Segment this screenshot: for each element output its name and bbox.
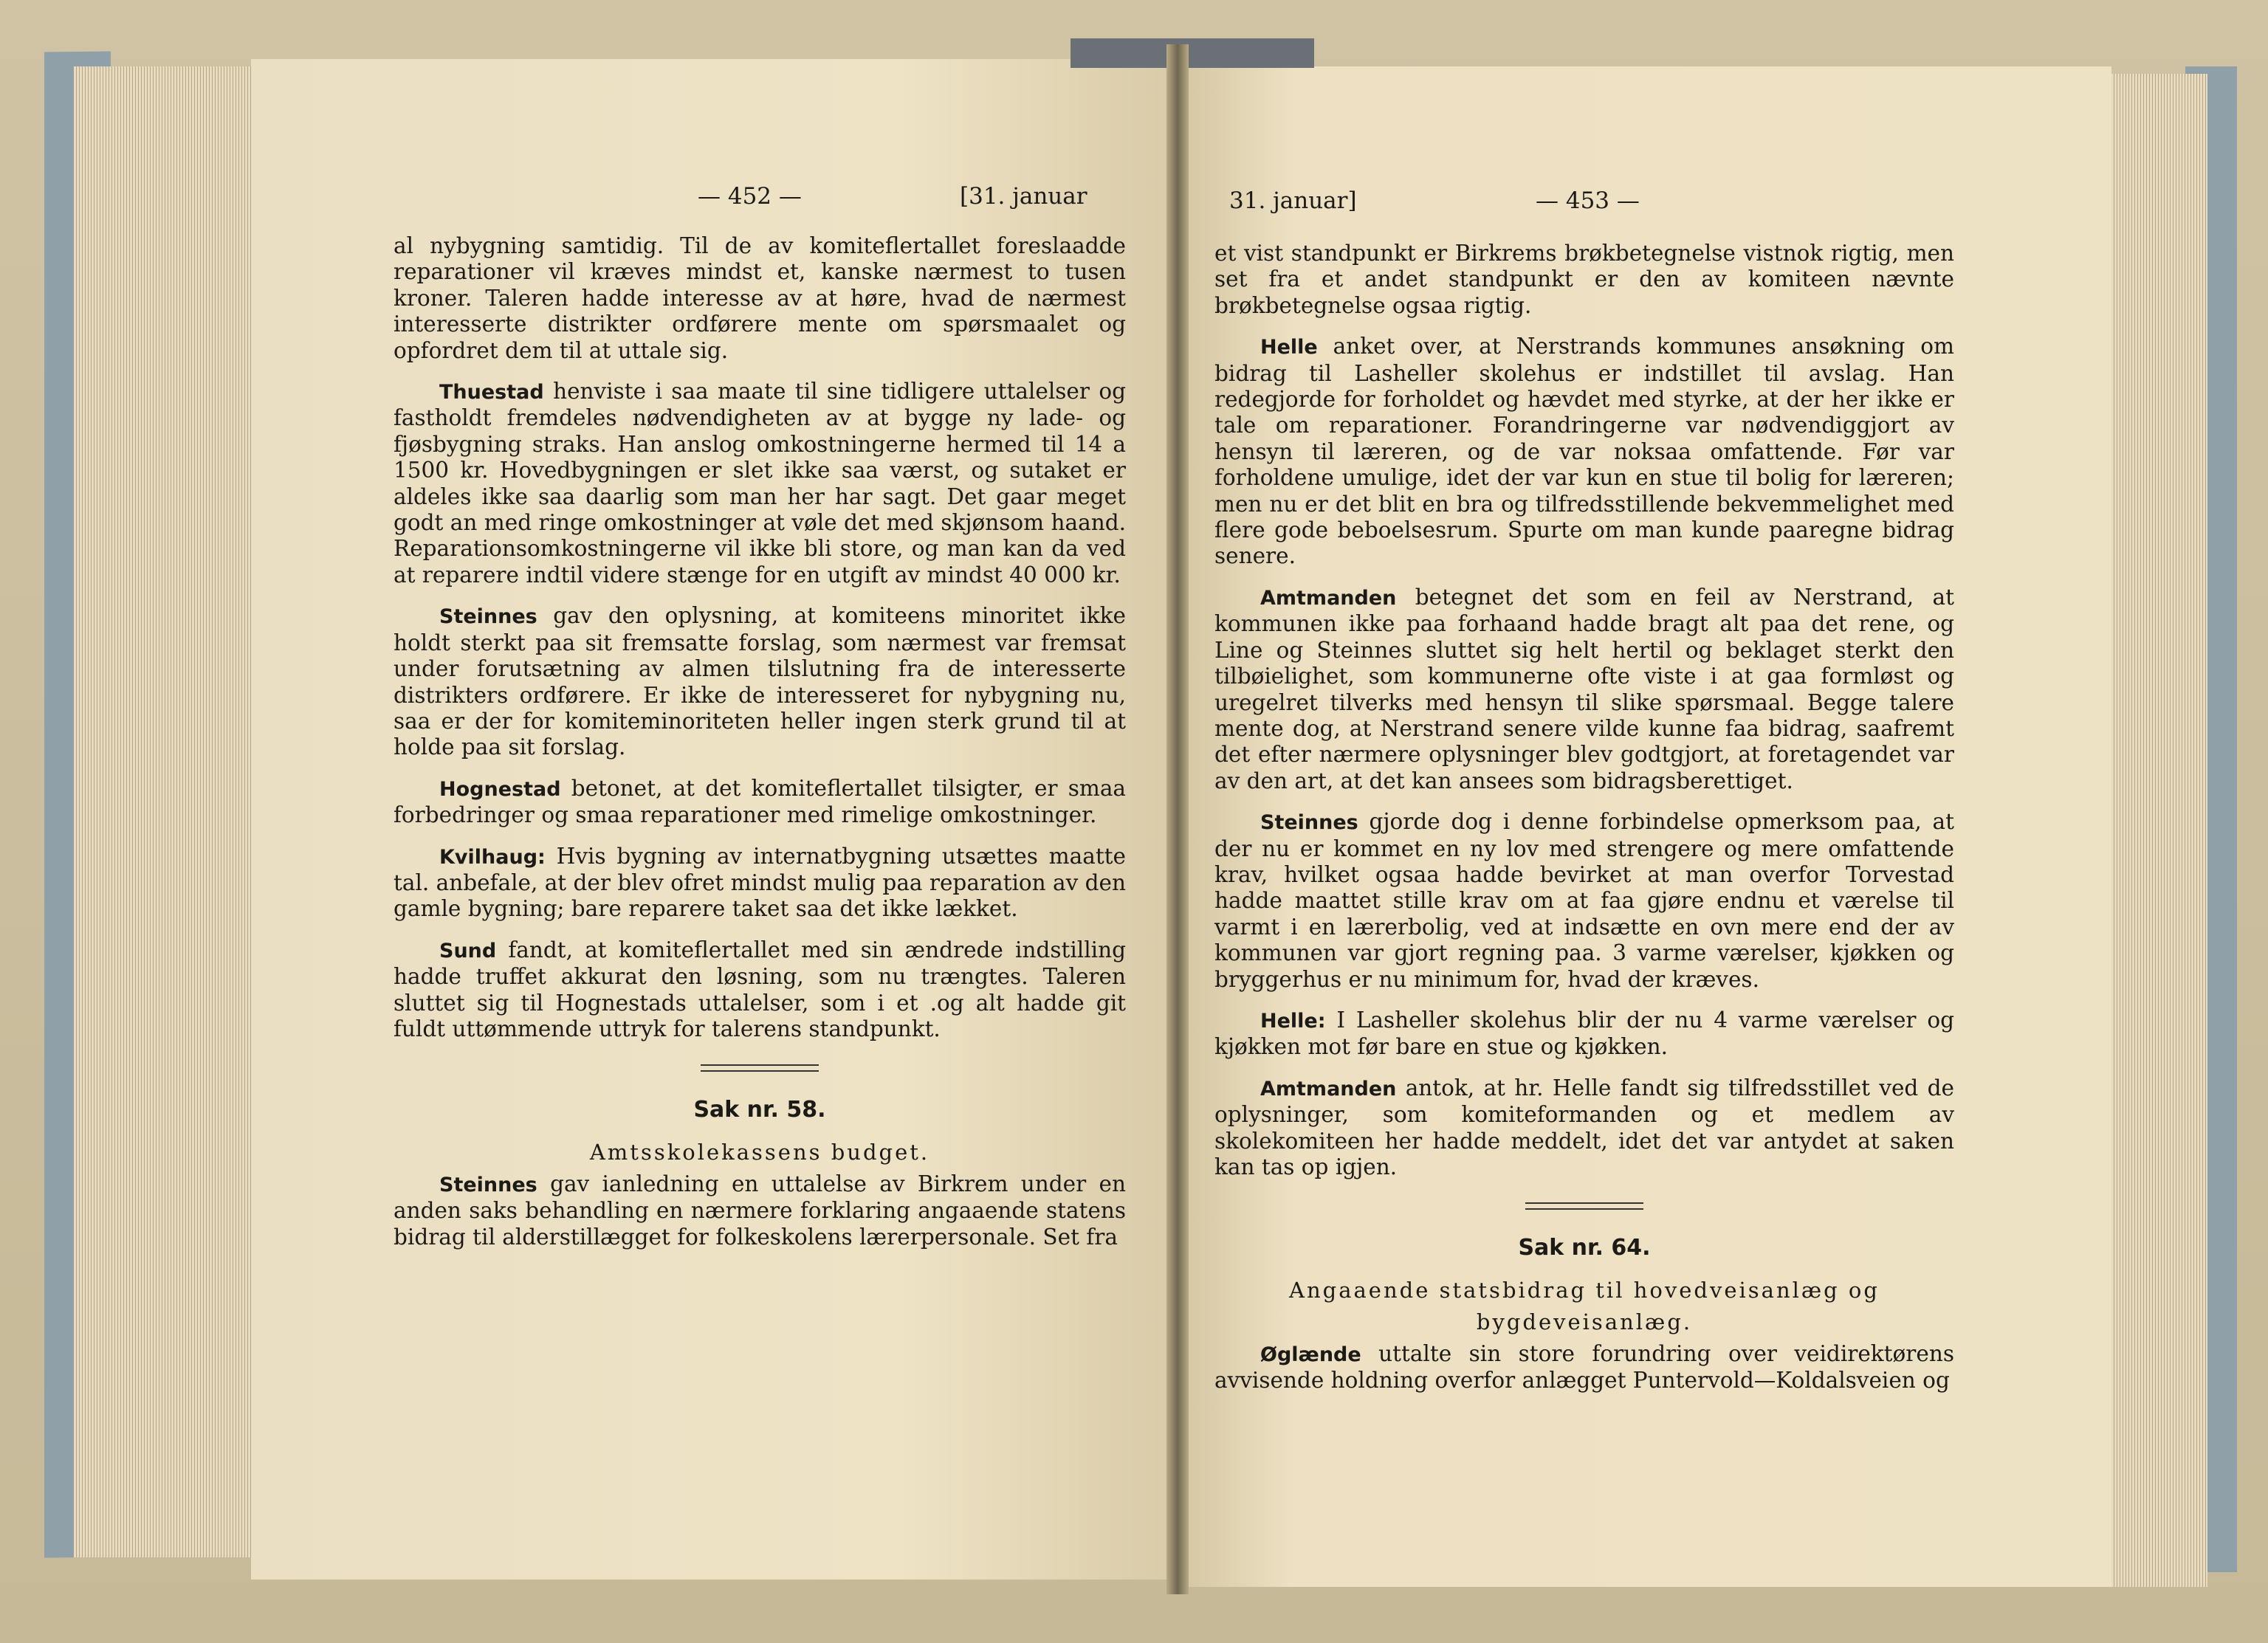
speaker-name: Steinnes [1260,811,1358,835]
paragraph: Steinnes gav den oplysning, at komiteens minoritet ikke holdt sterkt paa sit fremsatte forslag, som nærmest var fremsat under forutsætning av almen tilslutning fra de interesserte distrikters ordførere. Er ikke de interesseret for nybygning nu, saa er der for komiteminoriteten heller ingen sterk grund til at holde paa sit forslag. [394,603,1126,760]
section-title: Sak nr. 64. [1518,1235,1651,1261]
paragraph: Amtmanden betegnet det som en feil av Nerstrand, at kommunen ikke paa forhaand hadde bragt alt paa det rene, og Line og Steinnes sluttet sig helt hertil og beklaget sterkt den tilbøielighet, som kommunerne ofte viste i at gaa formløst og uregelret tilverks med hensyn til slike spørsmaal. Begge talere mente dog, at Nerstrand senere vilde kunne faa bidrag, saafremt det efter nærmere oplysninger blev godtgjort, at foretagendet var av den art, at det kan ansees som bidragsberettiget. [1214,584,1954,793]
paragraph: Hognestad betonet, at det komiteflertallet tilsigter, er smaa forbedringer og smaa reparationer med rimelige omkostninger. [394,775,1126,828]
speaker-name: Kvilhaug: [439,845,546,869]
section-divider [1525,1202,1643,1210]
book-gutter [1166,44,1189,1594]
speaker-name: Hognestad [439,777,561,801]
speaker-name: Amtmanden [1260,586,1397,610]
paragraph: Øglænde uttalte sin store forundring over veidirektørens avvisende holdning overfor anlægget Puntervold—Koldalsveien og [1214,1340,1954,1394]
spine-top [1071,38,1314,68]
section-subtitle: Amtsskolekassens budget. [589,1139,930,1165]
page-edges-left [74,66,266,1557]
speaker-name: Øglænde [1260,1343,1361,1366]
paragraph: Kvilhaug: Hvis bygning av internatbygning utsættes maatte tal. anbefale, at der blev ofret mindst mulig paa reparation av den gamle bygning; bare reparere taket saa det ikke lækket. [394,843,1126,922]
speaker-name: Helle [1260,336,1318,359]
section-subtitle: bygdeveisanlæg. [1476,1309,1693,1334]
left-text-column [394,233,1126,1265]
left-page-date: [31. januar [960,183,1087,210]
paragraph: Thuestad henviste i saa maate til sine tidligere uttalelser og fastholdt fremdeles nødvendigheten av at bygge ny lade- og fjøsbygning straks. Han anslog omkostningerne hermed til 14 a 1500 kr. Hovedbygningen er slet ikke saa værst, og sutaket er aldeles ikke saa daarlig som man her har sagt. Det gaar meget godt an med ringe omkostninger at vøle det med skjønsom haand. Reparationsomkostningerne vil ikke bli store, og man kan da ved at reparere indtil videre stænge for en utgift av mindst 40 000 kr. [394,379,1126,588]
right-page-number: — 453 — [1536,187,1640,214]
paragraph: Amtmanden antok, at hr. Helle fandt sig tilfredsstillet ved de oplysninger, som komiteformanden og et medlem av skolekomiteen her hadde meddelt, idet det var antydet at saken kan tas op igjen. [1214,1075,1954,1179]
section-title: Sak nr. 58. [693,1097,826,1123]
paragraph: et vist standpunkt er Birkrems brøkbetegnelse vistnok rigtig, men set fra et andet standpunkt er den av komiteen nævnte brøkbetegnelse ogsaa rigtig. [1214,241,1954,318]
section-subtitle: Angaaende statsbidrag til hovedveisanlæg og [1289,1277,1880,1303]
paragraph: Sund fandt, at komiteflertallet med sin ændrede indstilling hadde truffet akkurat den løsning, som nu trængtes. Taleren sluttet sig til Hognestads uttalelser, som i et .og alt hadde git fuldt uttømmende uttryk for talerens standpunkt. [394,937,1126,1041]
page-edges-right [2111,74,2207,1587]
section-divider [701,1064,819,1072]
speaker-name: Amtmanden [1260,1077,1397,1100]
speaker-name: Thuestad [439,381,544,404]
paragraph: Helle anket over, at Nerstrands kommunes ansøkning om bidrag til Lasheller skolehus er indstillet til avslag. Han redegjorde for forholdet og hævdet med styrke, at der her ikke er tale om reparationer. Forandringerne var nødvendiggjort av hensyn til læreren, og de var noksaa omfattende. Før var forholdene umulige, idet der var kun en stue til bolig for læreren; men nu er det blit en bra og tilfredsstillende bekvemmelighet med flere gode beboelsesrum. Spurte om man kunde paaregne bidrag senere. [1214,334,1954,569]
left-page-number: — 452 — [698,183,802,210]
paragraph: Steinnes gjorde dog i denne forbindelse opmerksom paa, at der nu er kommet en ny lov med strengere og mere omfattende krav, hvilket ogsaa hadde bevirket at man overfor Torvestad hadde maattet stille krav om at faa gjøre endnu et værelse til varmt i en lærerbolig, ved at indsætte en ovn mere end der av kommunen var gjort regning paa. 3 varme værelser, kjøkken og bryggerhus er nu minimum for, hvad der kræves. [1214,809,1954,992]
speaker-name: Steinnes [439,605,537,629]
paragraph: Helle: I Lasheller skolehus blir der nu 4 varme værelser og kjøkken mot før bare en stue og kjøkken. [1214,1007,1954,1060]
paragraph: al nybygning samtidig. Til de av komiteflertallet foreslaadde reparationer vil kræves mindst et, kanske nærmest to tusen kroner. Taleren hadde interesse av at høre, hvad de nærmest interesserte distrikter ordførere mente om spørsmaalet og opfordret dem til at uttale sig. [394,233,1126,363]
speaker-name: Sund [439,939,497,962]
right-page-date: 31. januar] [1229,187,1357,214]
speaker-name: Helle: [1260,1009,1326,1033]
speaker-name: Steinnes [439,1173,537,1196]
paragraph: Steinnes gav ianledning en uttalelse av Birkrem under en anden saks behandling en nærmere forklaring angaaende statens bidrag til alderstillægget for folkeskolens lærerpersonale. Set fra [394,1171,1126,1250]
right-text-column [1214,241,1954,1409]
